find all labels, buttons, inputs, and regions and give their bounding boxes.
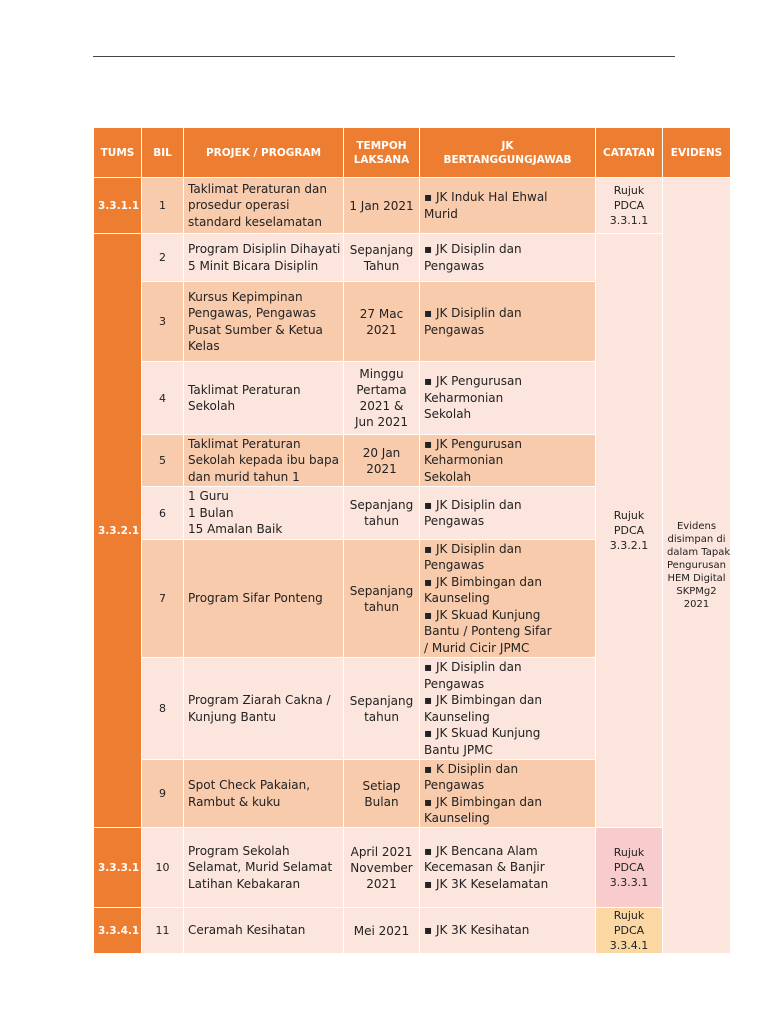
jk-line: ▪ JK Induk Hal Ehwal xyxy=(424,190,548,204)
tempoh-line: tahun xyxy=(364,709,399,724)
jk-line: Pengawas xyxy=(424,258,485,273)
evidens-cell xyxy=(663,178,731,954)
tempoh-line: Minggu xyxy=(359,367,404,381)
tempoh-cell xyxy=(344,828,420,908)
header-projek: PROJEK / PROGRAM xyxy=(184,128,344,178)
catatan-line: 3.3.1.1 xyxy=(609,214,649,227)
tempoh-line: Mei 2021 xyxy=(353,923,410,938)
evidens-line: HEM Digital xyxy=(667,573,726,584)
tempoh-line: Jun 2021 xyxy=(354,415,409,429)
tempoh-cell xyxy=(344,362,420,435)
tempoh-line: November xyxy=(350,860,413,875)
tums-code: 3.3.3.1 xyxy=(94,828,142,908)
jk-line: Murid xyxy=(424,206,458,221)
catatan-line: 3.3.2.1 xyxy=(609,539,649,552)
jk-line: / Murid Cicir JPMC xyxy=(424,640,530,655)
header-tempoh-line: LAKSANA xyxy=(353,153,410,166)
catatan-line: Rujuk xyxy=(613,509,645,522)
jk-line: Keharmonian xyxy=(424,453,504,468)
jk-cell xyxy=(420,282,596,362)
tempoh-cell xyxy=(344,540,420,658)
header-jk xyxy=(420,128,596,178)
projek-line: Kursus Kepimpinan xyxy=(188,289,303,304)
header-tempoh-line: TEMPOH xyxy=(356,139,407,152)
projek-line: Taklimat Peraturan dan xyxy=(188,181,327,196)
jk-line: ▪ JK Bimbingan dan xyxy=(424,794,542,809)
jk-line: ▪ JK Pengurusan xyxy=(424,374,522,389)
jk-line: ▪ JK Bimbingan dan xyxy=(424,693,542,707)
evidens-line: Pengurusan xyxy=(667,560,726,571)
catatan-cell xyxy=(596,178,663,234)
projek-cell xyxy=(184,760,344,828)
catatan-line: PDCA xyxy=(613,924,645,937)
tempoh-cell xyxy=(344,282,420,362)
tempoh-line: Pertama xyxy=(356,383,407,397)
tempoh-line: 1 Jan 2021 xyxy=(349,198,414,213)
projek-cell xyxy=(184,362,344,435)
evidens-line: SKPMg2 xyxy=(676,586,717,597)
catatan-cell xyxy=(596,908,663,954)
catatan-line: Rujuk xyxy=(613,846,645,859)
table-row xyxy=(94,234,731,282)
evidens-line: dalam Tapak xyxy=(667,547,731,558)
projek-cell xyxy=(184,828,344,908)
projek-cell xyxy=(184,658,344,760)
evidens-line: Evidens xyxy=(676,521,717,532)
projek-line: Kelas xyxy=(188,339,220,353)
projek-cell xyxy=(184,908,344,954)
header-jk-line: BERTANGGUNGJAWAB xyxy=(443,153,572,166)
jk-cell xyxy=(420,178,596,234)
bil-cell: 5 xyxy=(142,435,184,487)
table-row xyxy=(94,908,731,954)
projek-line: Kunjung Bantu xyxy=(188,709,276,724)
bil-cell: 7 xyxy=(142,540,184,658)
bil-cell: 3 xyxy=(142,282,184,362)
projek-cell xyxy=(184,178,344,234)
jk-cell xyxy=(420,487,596,540)
projek-line: Program Disiplin Dihayati xyxy=(188,242,341,256)
tempoh-line: 20 Jan xyxy=(362,445,401,460)
tempoh-line: Tahun xyxy=(363,258,400,273)
tempoh-cell xyxy=(344,178,420,234)
jk-cell xyxy=(420,362,596,435)
header-tempoh xyxy=(344,128,420,178)
header-jk-line: JK xyxy=(501,139,514,152)
projek-line: Latihan Kebakaran xyxy=(188,876,301,891)
tempoh-line: 2021 & xyxy=(359,399,404,413)
jk-cell xyxy=(420,540,596,658)
tempoh-line: tahun xyxy=(364,514,399,528)
jk-line: Pengawas xyxy=(424,514,485,528)
tempoh-line: Sepanjang xyxy=(349,583,414,598)
jk-line: Pengawas xyxy=(424,676,485,691)
tempoh-cell xyxy=(344,487,420,540)
jk-line: ▪ JK Disiplin dan xyxy=(424,242,522,256)
table-row xyxy=(94,178,731,234)
projek-line: 1 Guru xyxy=(188,489,229,504)
catatan-line: Rujuk xyxy=(613,184,645,197)
catatan-cell xyxy=(596,828,663,908)
tempoh-line: 2021 xyxy=(366,322,397,337)
projek-line: Program Sekolah xyxy=(188,843,290,858)
projek-line: Program Sifar Ponteng xyxy=(188,591,323,606)
jk-line: ▪ JK 3K Keselamatan xyxy=(424,876,549,891)
catatan-line: PDCA xyxy=(613,199,645,212)
projek-cell xyxy=(184,282,344,362)
tempoh-line: tahun xyxy=(364,599,399,614)
top-rule xyxy=(93,56,675,57)
jk-line: Kaunseling xyxy=(424,811,490,825)
tempoh-line: Sepanjang xyxy=(349,693,414,708)
tempoh-cell xyxy=(344,908,420,954)
jk-line: ▪ JK 3K Kesihatan xyxy=(424,923,530,938)
tempoh-line: 2021 xyxy=(366,461,397,476)
tempoh-cell xyxy=(344,658,420,760)
jk-line: ▪ K Disiplin dan xyxy=(424,761,519,776)
jk-line: ▪ JK Skuad Kunjung xyxy=(424,726,541,740)
header-row xyxy=(94,128,731,178)
tums-code: 3.3.2.1 xyxy=(94,234,142,828)
jk-line: Pengawas xyxy=(424,558,485,573)
jk-line: Keharmonian xyxy=(424,390,504,405)
projek-line: Program Ziarah Cakna / xyxy=(188,693,331,707)
projek-cell xyxy=(184,540,344,658)
projek-line: 15 Amalan Baik xyxy=(188,522,283,537)
jk-line: Sekolah xyxy=(424,407,472,422)
projek-line: Sekolah kepada ibu bapa xyxy=(188,453,339,468)
tums-code: 3.3.1.1 xyxy=(94,178,142,234)
projek-line: Selamat, Murid Selamat xyxy=(188,860,333,875)
bil-cell: 10 xyxy=(142,828,184,908)
evidens-line: disimpan di xyxy=(667,534,726,545)
tempoh-line: Bulan xyxy=(364,794,399,809)
catatan-line: 3.3.3.1 xyxy=(609,876,649,889)
tempoh-line: April 2021 xyxy=(350,844,413,859)
projek-line: Taklimat Peraturan xyxy=(188,382,301,397)
jk-cell xyxy=(420,908,596,954)
projek-line: Pusat Sumber & Ketua xyxy=(188,322,323,337)
projek-line: Rambut & kuku xyxy=(188,794,281,809)
projek-line: 5 Minit Bicara Disiplin xyxy=(188,258,319,273)
catatan-line: Rujuk xyxy=(613,909,645,922)
evidens-line: 2021 xyxy=(683,599,710,610)
projek-cell xyxy=(184,435,344,487)
bil-cell: 11 xyxy=(142,908,184,954)
catatan-line: PDCA xyxy=(613,524,645,537)
projek-cell xyxy=(184,234,344,282)
jk-line: Kecemasan & Banjir xyxy=(424,860,545,875)
header-evidens: EVIDENS xyxy=(663,128,731,178)
tempoh-cell xyxy=(344,234,420,282)
bil-cell: 9 xyxy=(142,760,184,828)
jk-line: Kaunseling xyxy=(424,591,490,606)
jk-cell xyxy=(420,828,596,908)
jk-line: Sekolah xyxy=(424,469,472,484)
jk-line: ▪ JK Disiplin dan xyxy=(424,497,522,512)
tempoh-line: 27 Mac xyxy=(359,306,404,321)
tums-code: 3.3.4.1 xyxy=(94,908,142,954)
jk-line: ▪ JK Pengurusan xyxy=(424,436,522,451)
jk-line: ▪ JK Bimbingan dan xyxy=(424,574,542,589)
bil-cell: 6 xyxy=(142,487,184,540)
jk-line: Bantu / Ponteng Sifar xyxy=(424,624,552,639)
bil-cell: 1 xyxy=(142,178,184,234)
projek-line: Taklimat Peraturan xyxy=(188,436,301,451)
projek-line: Spot Check Pakaian, xyxy=(188,778,311,792)
jk-line: ▪ JK Skuad Kunjung xyxy=(424,607,541,622)
projek-line: standard keselamatan xyxy=(188,214,322,229)
jk-cell xyxy=(420,234,596,282)
tempoh-line: Setiap xyxy=(362,778,401,793)
catatan-line: 3.3.4.1 xyxy=(609,939,649,952)
tempoh-line: 2021 xyxy=(366,876,397,891)
jk-line: ▪ JK Bencana Alam xyxy=(424,843,538,858)
projek-line: Ceramah Kesihatan xyxy=(188,923,306,938)
jk-line: Pengawas xyxy=(424,322,485,337)
jk-cell xyxy=(420,435,596,487)
projek-line: Pengawas, Pengawas xyxy=(188,306,317,320)
bil-cell: 8 xyxy=(142,658,184,760)
header-tums: TUMS xyxy=(94,128,142,178)
tempoh-line: Sepanjang xyxy=(349,498,414,512)
bil-cell: 4 xyxy=(142,362,184,435)
program-table xyxy=(94,128,731,954)
jk-cell xyxy=(420,658,596,760)
projek-line: 1 Bulan xyxy=(188,505,234,520)
projek-cell xyxy=(184,487,344,540)
catatan-line: PDCA xyxy=(613,861,645,874)
jk-line: Pengawas xyxy=(424,778,485,792)
jk-cell xyxy=(420,760,596,828)
tempoh-line: Sepanjang xyxy=(349,242,414,257)
table-row xyxy=(94,828,731,908)
header-bil: BIL xyxy=(142,128,184,178)
jk-line: ▪ JK Disiplin dan xyxy=(424,306,522,320)
projek-line: prosedur operasi xyxy=(188,198,290,213)
catatan-cell xyxy=(596,234,663,828)
jk-line: ▪ JK Disiplin dan xyxy=(424,541,522,556)
jk-line: Bantu JPMC xyxy=(424,742,493,757)
bil-cell: 2 xyxy=(142,234,184,282)
projek-line: dan murid tahun 1 xyxy=(188,469,300,484)
projek-line: Sekolah xyxy=(188,399,236,413)
header-catatan: CATATAN xyxy=(596,128,663,178)
tempoh-cell xyxy=(344,760,420,828)
tempoh-cell xyxy=(344,435,420,487)
jk-line: Kaunseling xyxy=(424,709,490,724)
jk-line: ▪ JK Disiplin dan xyxy=(424,660,522,674)
